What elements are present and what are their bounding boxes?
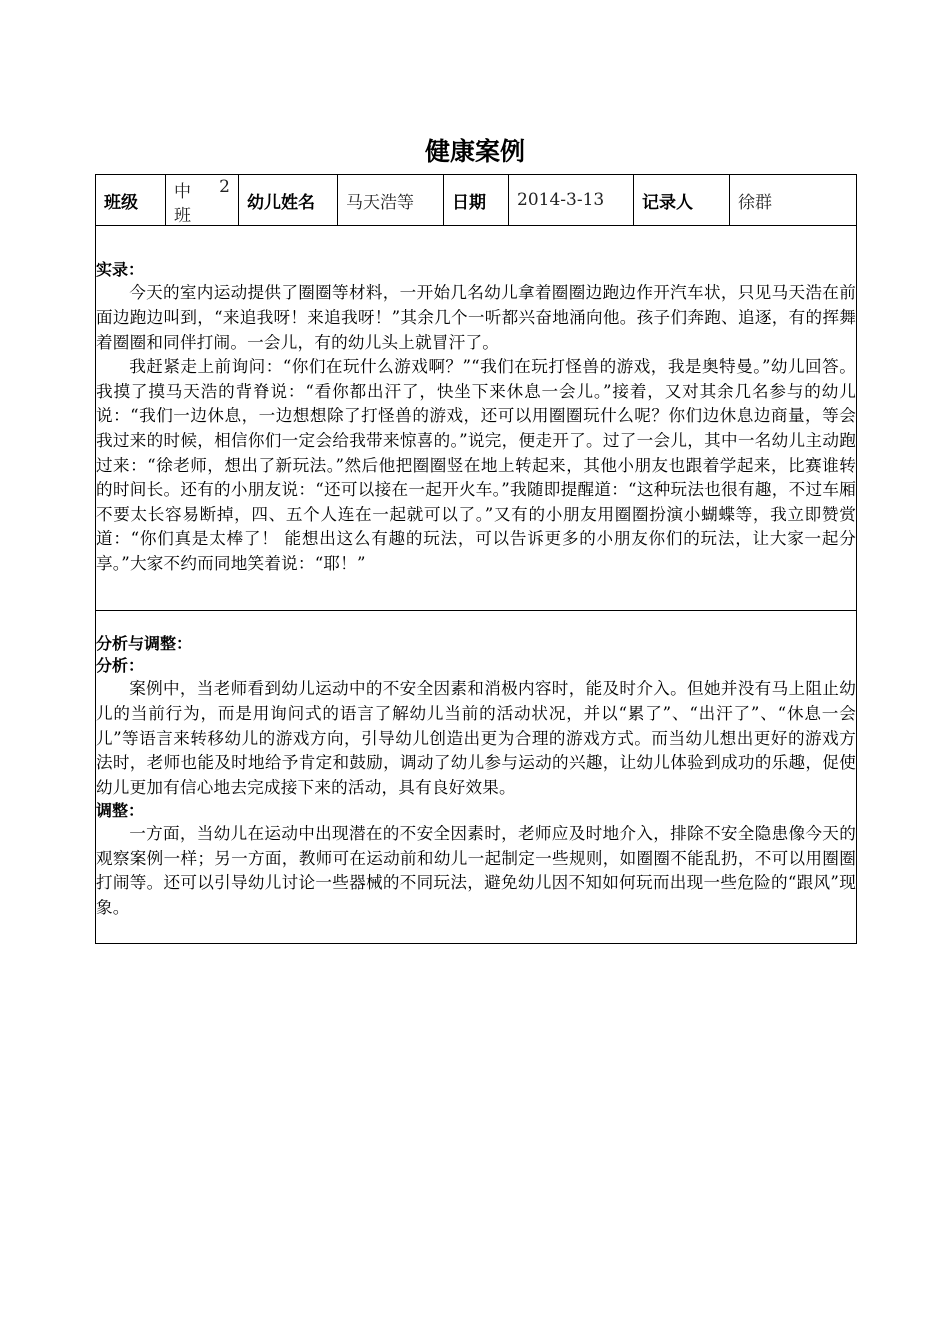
class-value-grade: 中 [174,182,191,202]
adjust-heading: 调整： [96,801,145,821]
recorder-label: 记录人 [634,175,730,226]
analysis-heading: 分析： [96,656,145,676]
analysis-paragraph: 案例中，当老师看到幼儿运动中的不安全因素和消极内容时，能及时介入。但她并没有马上阻止幼儿的当前行为，而是用询问式的语言了解幼儿当前的活动状况，并以“累了”、“出汗了”、“休息一会儿”等语言来转移幼儿的游戏方向，引导幼儿创造出更为合理的游戏方式。而当幼儿想出更好的游戏方法时，老师也能及时地给予肯定和鼓励，调动了幼儿参与运动的兴趣，让幼儿体验到成功的乐趣，促使幼儿更加有信心地去完成接下来的活动，具有良好效果。 [96,679,856,797]
date-value: 2014-3-13 [509,175,634,226]
analysis-cell [96,611,857,944]
adjust-paragraph: 一方面，当幼儿在运动中出现潜在的不安全因素时，老师应及时地介入，排除不安全隐患像今天的观察案例一样；另一方面，教师可在运动前和幼儿一起制定一些规则，如圈圈不能乱扔，不可以用圈圈打闹等。还可以引导幼儿讨论一些器械的不同玩法，避免幼儿因不知如何玩而出现一些危险的“跟风”现象。 [96,824,856,918]
class-value [166,175,239,226]
page-title: 健康案例 [424,137,525,166]
child-name-value: 马天浩等 [338,175,444,226]
header-row [96,175,857,226]
case-record-table [95,174,857,944]
analysis-row [96,611,857,944]
class-label: 班级 [96,175,166,226]
recorder-value: 徐群 [730,175,857,226]
record-row [96,226,857,611]
record-paragraph-1: 今天的室内运动提供了圈圈等材料，一开始几名幼儿拿着圈圈边跑边作开汽车状，只见马天浩在前面边跑边叫到，“来追我呀！来追我呀！”其余几个一听都兴奋地涌向他。孩子们奔跑、追逐，有的挥舞着圈圈和同伴打闹。一会儿，有的幼儿头上就冒汗了。 [96,283,856,352]
record-heading: 实录： [96,260,145,280]
record-cell [96,226,857,611]
class-value-number: 2 [219,177,230,197]
date-label: 日期 [444,175,509,226]
record-paragraph-2: 我赶紧走上前询问：“你们在玩什么游戏啊？”“我们在玩打怪兽的游戏，我是奥特曼。”幼儿回答。我摸了摸马天浩的背脊说：“看你都出汗了，快坐下来休息一会儿。”接着，又对其余几名参与的幼儿说：“我们一边休息，一边想想除了打怪兽的游戏，还可以用圈圈玩什么呢？你们边休息边商量，等会我过来的时候，相信你们一定会给我带来惊喜的。”说完，便走开了。过了一会儿，其中一名幼儿主动跑过来：“徐老师，想出了新玩法。”然后他把圈圈竖在地上转起来，其他小朋友也跟着学起来，比赛谁转的时间长。还有的小朋友说：“还可以接在一起开火车。”我随即提醒道：“这种玩法也很有趣，不过车厢不要太长容易断掉，四、五个人连在一起就可以了。”又有的小朋友用圈圈扮演小蝴蝶等，我立即赞赏道：“你们真是太棒了！ 能想出这么有趣的玩法，可以告诉更多的小朋友你们的玩法，让大家一起分享。”大家不约而同地笑着说：“耶！” [96,357,856,573]
class-value-suffix: 班 [174,206,191,226]
child-name-label: 幼儿姓名 [239,175,338,226]
analysis-section-heading: 分析与调整： [96,634,193,654]
